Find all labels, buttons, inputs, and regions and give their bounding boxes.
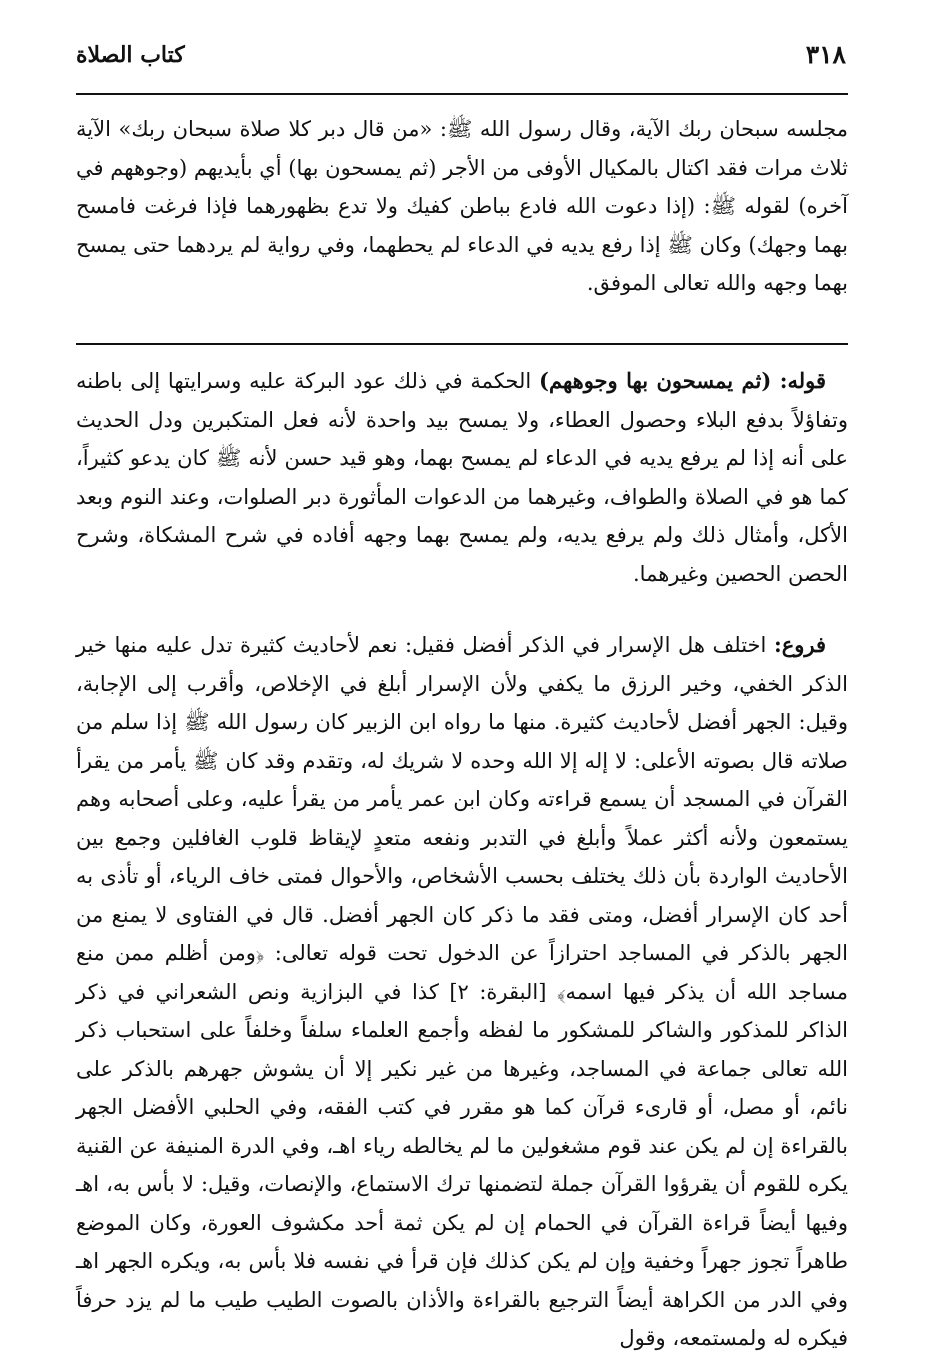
- header-divider: [76, 93, 848, 95]
- book-title: كتاب الصلاة: [76, 42, 185, 68]
- matn-commentary-divider: [76, 343, 848, 345]
- matn-text-block: [76, 110, 848, 303]
- commentary-block-second: [76, 626, 848, 1358]
- commentary-lead-phrase: قوله: (ثم يمسحون بها وجوههم): [539, 368, 827, 393]
- branches-body: اختلف هل الإسرار في الذكر أفضل فقيل: نعم لأحاديث كثيرة تدل عليه منها خير الذكر الخفي، وخير الرزق ما يكفي ولأن الإسرار أبلغ في الإخلاص، وأقرب إلى الإجابة، وقيل: الجهر أفضل لأحاديث كثيرة. منها ما رواه ابن الزبير كان رسول الله ﷺ إذا سلم من صلاته قال بصوته الأعلى: لا إله إلا الله وحده لا شريك له، وتقدم وقد كان ﷺ يأمر من يقرأ القرآن في المسجد أن يسمع قراءته وكان ابن عمر يأمر من يقرأ عليه، وعلى أصحابه وهم يستمعون ولأنه أكثر عملاً وأبلغ في التدبر ونفعه متعدٍ لإيقاظ قلوب الغافلين وجمع بين الأحاديث الواردة بأن ذلك يختلف بحسب الأشخاص، والأحوال فمتى خاف الرياء، أو تأذى به أحد كان الإسرار أفضل، ومتى فقد ما ذكر كان الجهر أفضل. قال في الفتاوى لا يمنع من الجهر بالذكر في المساجد احترازاً عن الدخول تحت قوله تعالى: ﴿ومن أظلم ممن منع مساجد الله أن يذكر فيها اسمه﴾ [البقرة: ٢] كذا في البزازية ونص الشعراني في ذكر الذاكر للمذكور والشاكر للمشكور ما لفظه وأجمع العلماء سلفاً وخلفاً على استحباب ذكر الله تعالى جماعة في المساجد، وغيرها من غير نكير إلا أن يشوش جهرهم بالذكر على نائم، أو مصل، أو قارىء قرآن كما هو مقرر في كتب الفقه، وفي الحلبي الأفضل الجهر بالقراءة إن لم يكن عند قوم مشغولين ما لم يخالطه رياء اهـ، وفي الدرة المنيفة عن القنية يكره للقوم أن يقرؤوا القرآن جملة لتضمنها ترك الاستماع، والإنصات، وقيل: لا بأس به، اهـ وفيها أيضاً قراءة القرآن في الحمام إن لم يكن ثمة أحد مكشوف العورة، وكان الموضع طاهراً تجوز جهراً وخفية وإن لم يكن كذلك فإن قرأ في نفسه فلا بأس به، ويكره الجهر اهـ وفي الدر من الكراهة أيضاً الترجيع بالقراءة والأذان بالصوت الطيب طيب ما لم يزد حرفاً فيكره له ولمستمعه، وقول: [76, 633, 848, 1350]
- commentary-block-first: [76, 362, 848, 593]
- page-number: ٣١٨: [805, 40, 846, 69]
- commentary-paragraph: [76, 362, 848, 593]
- commentary-body: الحكمة في ذلك عود البركة عليه وسرايتها إلى باطنه وتفاؤلاً بدفع البلاء وحصول العطاء، ولا يمسح بيد واحدة لأنه فعل المتكبرين ودل الحديث على أنه إذا لم يرفع يديه في الدعاء لم يمسح بهما، وهو قيد حسن لأنه ﷺ كان يدعو كثيراً، كما هو في الصلاة والطواف، وغيرهما من الدعوات المأثورة دبر الصلوات، وعند النوم وبعد الأكل، وأمثال ذلك ولم يرفع يديه، ولم يمسح بهما وجهه أفاده في شرح المشكاة، وشرح الحصن الحصين وغيرهما.: [76, 369, 848, 586]
- book-page: [76, 0, 848, 1362]
- page-header: [76, 40, 848, 76]
- branches-paragraph: [76, 626, 848, 1358]
- matn-paragraph: مجلسه سبحان ربك الآية، وقال رسول الله ﷺ: «من قال دبر كلا صلاة سبحان ربك» الآية ثلاث مرات فقد اكتال بالمكيال الأوفى من الأجر (ثم يمسحون بها) أي بأيديهم (وجوههم في آخره) لقوله ﷺ: (إذا دعوت الله فادع بباطن كفيك ولا تدع بظهورهما فإذا فرغت فامسح بهما وجهك) وكان ﷺ إذا رفع يديه في الدعاء لم يحطهما، وفي رواية لم يردهما حتى يمسح بهما وجهه والله تعالى الموفق.: [76, 117, 848, 295]
- branches-heading: فروع:: [773, 632, 826, 657]
